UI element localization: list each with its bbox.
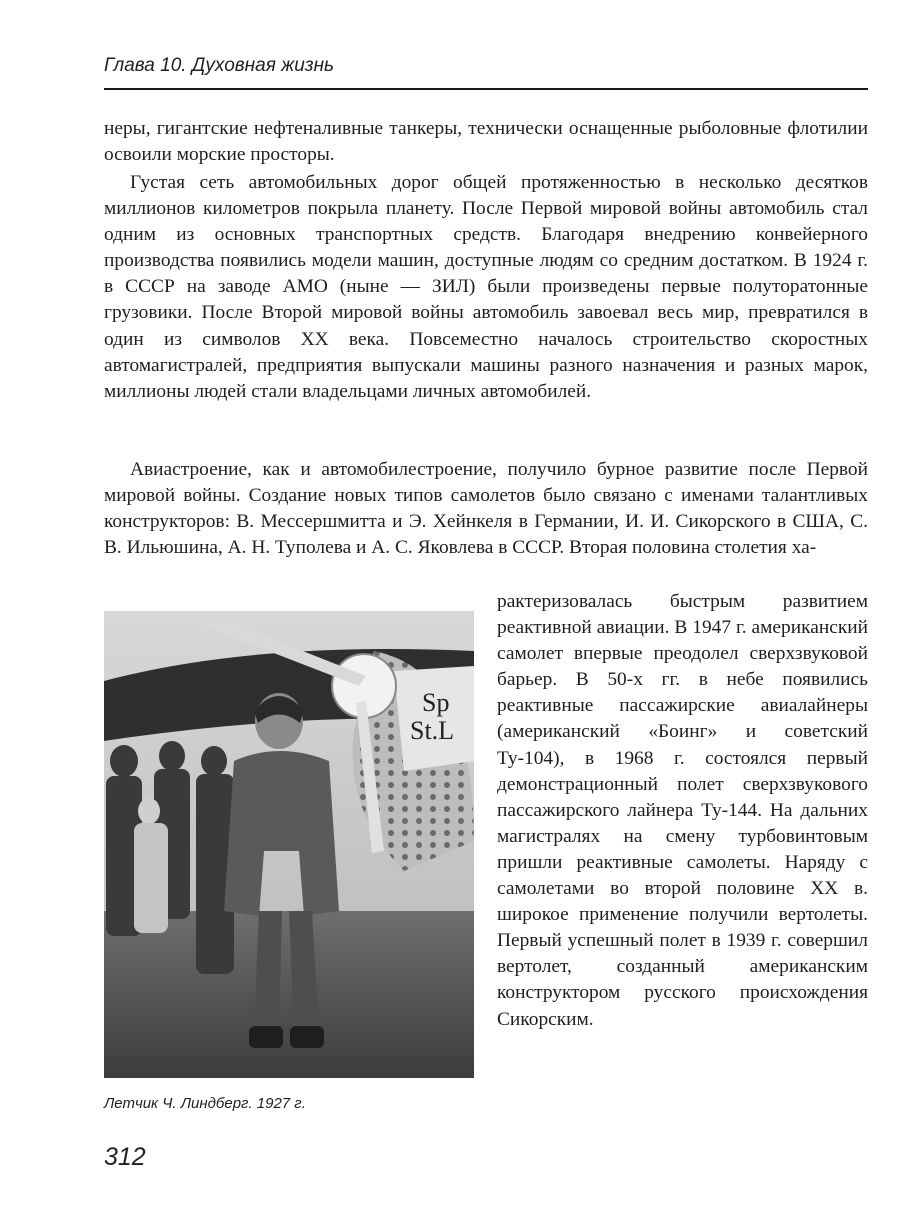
- paragraph-3-continuation: [497, 589, 868, 1033]
- paragraph-3-text: Авиастроение, как и автомобилестроение, получило бурное развитие после Первой мировой войны. Создание новых типов самолетов было связано с именами талантливых конструкторов: В. Мессершмитта и Э. Хейнкеля в Германии, И. И. Сикорского в США, С. В. Ильюшина, А. Н. Туполева и А. С. Яковлева в СССР. Вторая половина столетия ха-: [104, 459, 868, 559]
- page-number: 312: [104, 1143, 146, 1171]
- lindbergh-photo: [104, 611, 474, 1078]
- header-divider: [104, 88, 868, 90]
- paragraph-3: [104, 457, 868, 561]
- paragraph-1: [104, 116, 868, 168]
- chapter-header: Глава 10. Духовная жизнь: [104, 55, 335, 76]
- paragraph-2-text: Густая сеть автомобильных дорог общей протяженностью в несколько десятков миллионов километров покрыла планету. После Первой мировой войны автомобиль стал одним из основных транспортных средств. Благодаря внедрению конвейерного производства появились модели машин, доступные людям со средним достатком. В 1924 г. в СССР на заводе АМО (ныне — ЗИЛ) были произведены первые полуторатонные грузовики. После Второй мировой войны автомобиль завоевал весь мир, превратился в один из символов XX века. Повсеместно началось строительство скоростных автомагистралей, предприятия выпускали машины разного назначения и разных марок, миллионы людей стали владельцами личных автомобилей.: [104, 172, 868, 402]
- paragraph-1-text: неры, гигантские нефтеналивные танкеры, технически оснащенные рыболовные флотилии освоили морские просторы.: [104, 118, 868, 166]
- plane-lettering-1: Sp: [422, 688, 450, 717]
- paragraph-3-continuation-text: рактеризовалась быстрым развитием реактивной авиации. В 1947 г. американский самолет впервые преодолел сверхзвуковой барьер. В 50-х гг. в небе появились реактивные пассажирские авиалайнеры (американский «Боинг» и советский Ту-104), в 1968 г. состоялся первый демонстрационный полет сверхзвукового пассажирского лайнера Ту-144. На дальних магистралях на смену турбовинтовым пришли реактивные самолеты. Наряду с самолетами во второй половине XX в. широкое применение получили вертолеты. Первый успешный полет в 1939 г. совершил вертолет, созданный американским конструктором русского происхождения Сикорским.: [497, 591, 868, 1030]
- paragraph-2: [104, 170, 868, 405]
- plane-lettering-2: St.L: [410, 716, 455, 745]
- photo-caption: Летчик Ч. Линдберг. 1927 г.: [104, 1095, 306, 1112]
- photo-illustration: [104, 611, 474, 1078]
- ground: [104, 911, 474, 1078]
